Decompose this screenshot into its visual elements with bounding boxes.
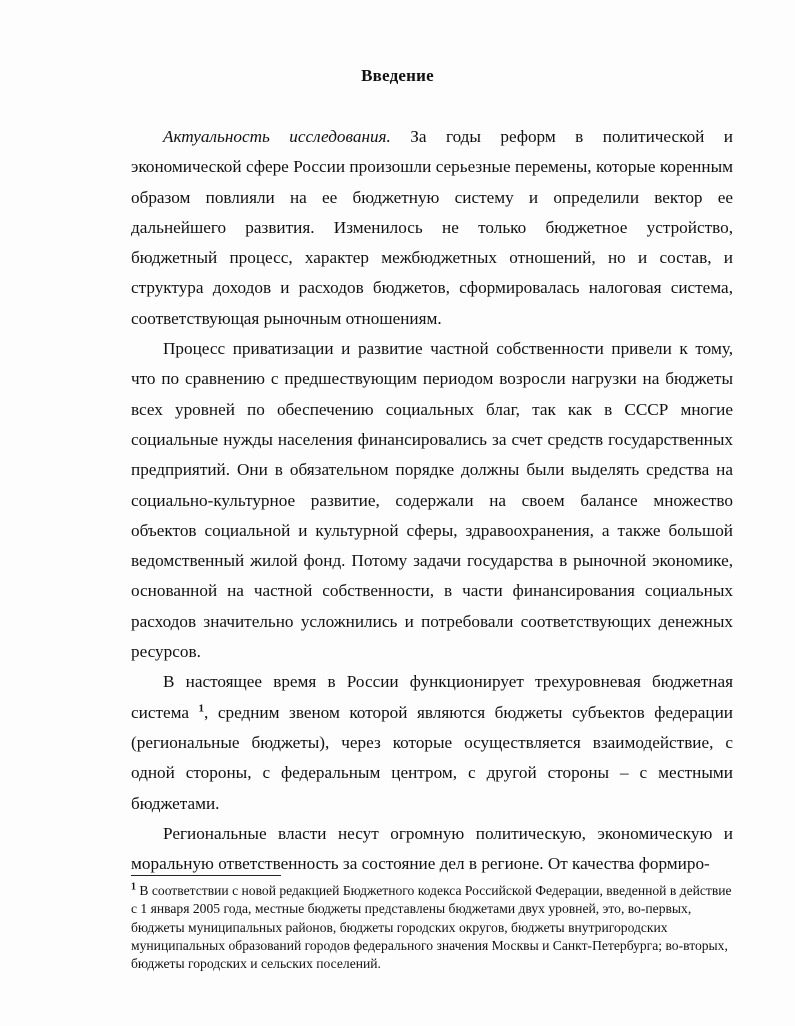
paragraph-relevance xyxy=(131,122,733,334)
footnote-marker: 1 xyxy=(131,881,136,893)
paragraph-lead-italic: Актуальность исследования. xyxy=(163,127,391,146)
paragraph-privatization xyxy=(131,334,733,667)
paragraph-text: В настоящее время в России функционирует трехуровневая бюджетная система xyxy=(131,672,733,722)
paragraph-text: За годы реформ в политической и экономической сфере России произошли серьезные перемены, которые коренным образом повлияли на ее бюджетную систему и определили вектор ее дальнейшего развития. Изменилось не только бюджетное устройство, бюджетный процесс, характер межбюджетных отношений, но и состав, и структура доходов и расходов бюджетов, сформировалась налоговая система, соответствующая рыночным отношениям. xyxy=(131,127,733,328)
paragraph-text: Региональные власти несут огромную политическую, экономическую и моральную ответственность за состояние дел в регионе. От качества формиро- xyxy=(131,823,733,874)
footnote-text: В соответствии с новой редакцией Бюджетного кодекса Российской Федерации, введенной в действие с 1 января 2005 года, местные бюджеты представлены бюджетами двух уровней, это, во-первых, бюджеты муниципальных районов, бюджеты городских округов, бюджеты внутригородских муниципальных образований городов федерального значения Москвы и Санкт-Петербурга; во-вторых, бюджеты городских и сельских поселений. xyxy=(131,883,732,972)
paragraph-text: Процесс приватизации и развитие частной собственности привели к тому, что по сравнению с предшествующим периодом возросли нагрузки на бюджеты всех уровней по обеспечению социальных благ, так как в СССР многие социальные нужды населения финансировались за счет средств государственных предприятий. Они в обязательном порядке должны были выделять средства на социально-культурное развитие, содержали на своем балансе множество объектов социальной и культурной сферы, здравоохранения, а также большой ведомственный жилой фонд. Потому задачи государства в рыночной экономике, основанной на частной собственности, в части финансирования социальных расходов значительно усложнились и потребовали соответствующих денежных ресурсов. xyxy=(131,339,733,662)
paragraph-text: , средним звеном которой являются бюджеты субъектов федерации (региональные бюджеты), через которые осуществляется взаимодействие, с одной стороны, с федеральным центром, с другой стороны – с местными бюджетами. xyxy=(131,702,733,813)
page-title: Введение xyxy=(361,66,434,85)
footnote xyxy=(131,882,733,973)
paragraph-regional-authorities xyxy=(131,819,733,880)
footnote-divider xyxy=(131,875,281,876)
paragraph-budget-system xyxy=(131,667,733,818)
body-text xyxy=(131,122,733,879)
footnote-reference[interactable]: 1 xyxy=(198,701,205,714)
